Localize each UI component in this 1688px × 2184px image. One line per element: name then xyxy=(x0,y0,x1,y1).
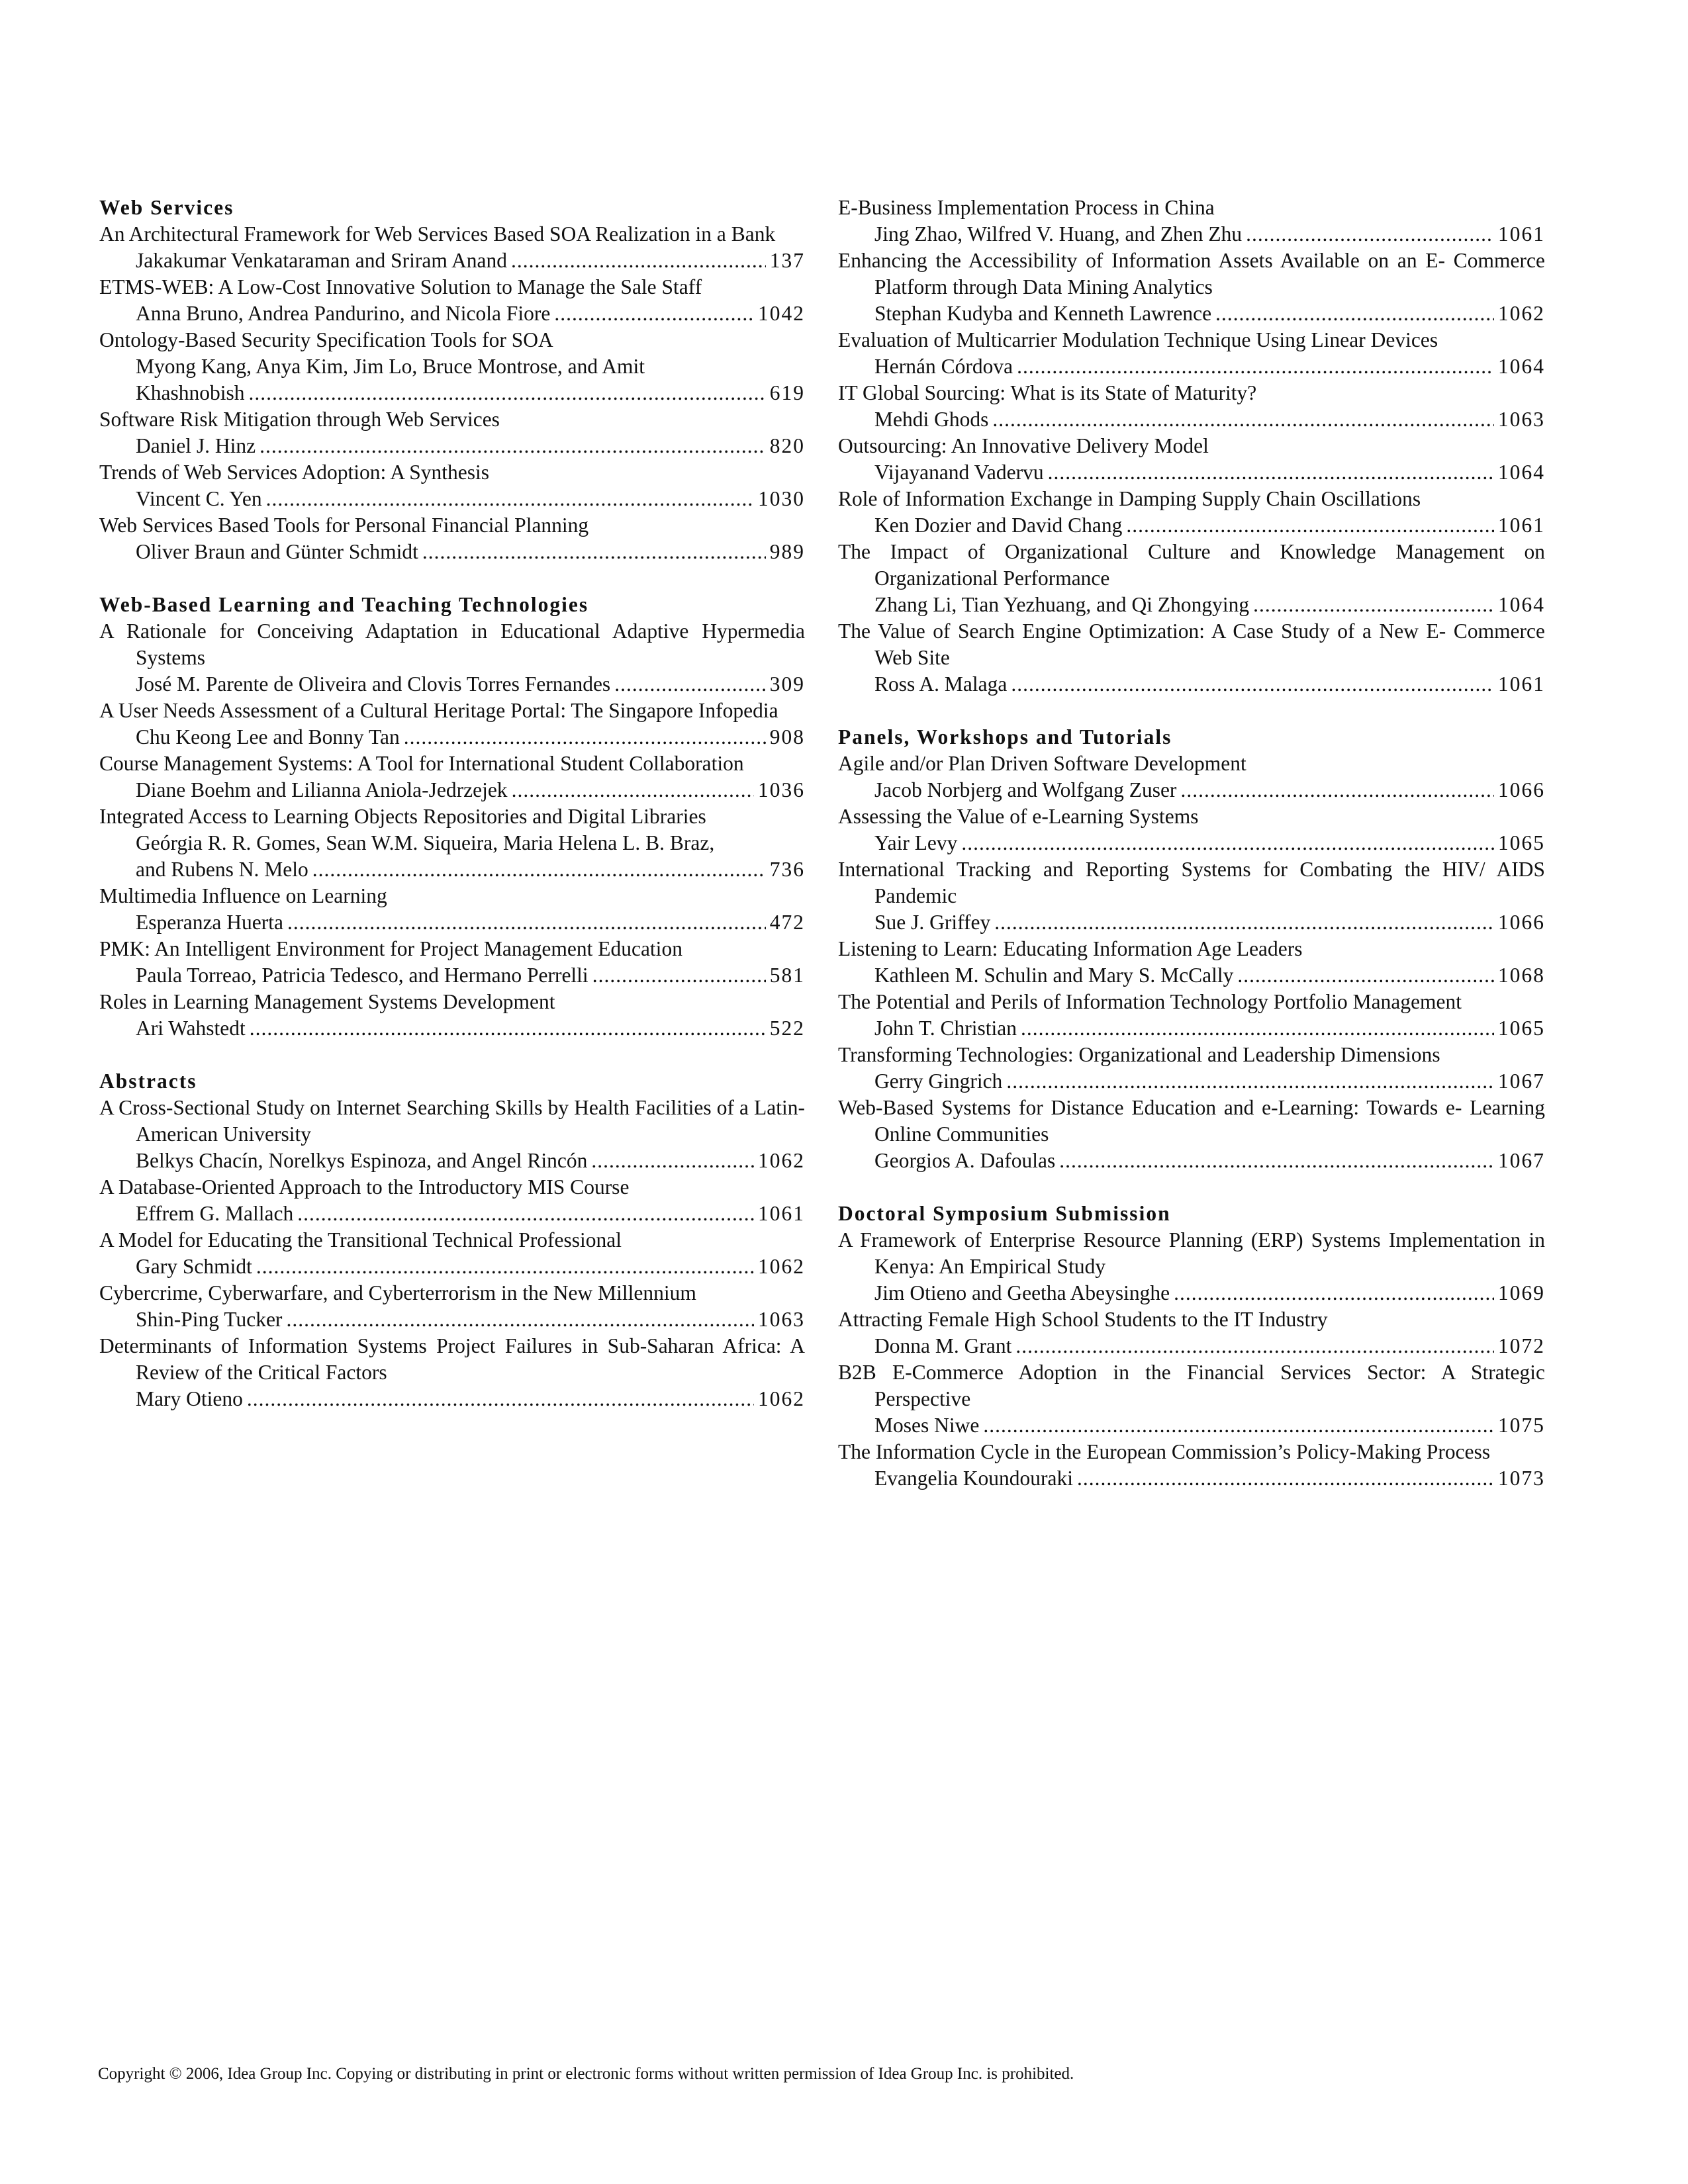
toc-entry xyxy=(99,406,805,459)
entry-title-text: B2B E-Commerce Adoption in the Financial Services Sector: A Strategic xyxy=(838,1361,1545,1384)
entry-author-text: Ross A. Malaga xyxy=(874,672,1008,696)
entry-title-text: Determinants of Information Systems Project Failures in Sub-Saharan xyxy=(99,1334,714,1357)
entry-author-text: Khashnobish xyxy=(136,381,245,404)
entry-authors xyxy=(99,1201,805,1227)
dot-leader xyxy=(1126,512,1494,539)
entry-authors xyxy=(838,909,1545,936)
toc-entry xyxy=(838,618,1545,698)
page-number: 1062 xyxy=(1498,302,1545,325)
entry-title xyxy=(99,1333,805,1386)
page-number: 989 xyxy=(769,540,805,563)
entry-authors xyxy=(838,1465,1545,1492)
page-number: 1075 xyxy=(1498,1414,1545,1437)
entry-author-text: Mary Otieno xyxy=(136,1387,243,1410)
toc-entry xyxy=(838,1042,1545,1095)
section-heading: Web Services xyxy=(99,196,234,219)
toc-entry xyxy=(838,989,1545,1042)
entry-author-text: and Rubens N. Melo xyxy=(136,858,308,881)
entry-author-text: Vincent C. Yen xyxy=(136,487,262,510)
toc-entry xyxy=(838,327,1545,380)
toc-entry xyxy=(99,221,805,274)
page-number: 908 xyxy=(769,725,805,749)
dot-leader xyxy=(983,1412,1494,1439)
entry-author-text: Stephan Kudyba and Kenneth Lawrence xyxy=(874,302,1212,325)
page-number: 1072 xyxy=(1498,1334,1545,1357)
entry-author-text: Hernán Córdova xyxy=(874,355,1013,378)
entry-title-text: ETMS-WEB: A Low-Cost Innovative Solution to Manage the Sale Staff xyxy=(99,275,702,298)
entry-authors xyxy=(838,406,1545,433)
page-number: 1063 xyxy=(758,1308,805,1331)
entry-authors xyxy=(838,1015,1545,1042)
entry-authors xyxy=(99,909,805,936)
entry-title-text: Assessing the Value of e-Learning Systems xyxy=(838,805,1199,828)
page-number: 1063 xyxy=(1498,408,1545,431)
dot-leader xyxy=(1215,300,1494,327)
dot-leader xyxy=(247,1386,754,1412)
toc-entry xyxy=(838,433,1545,486)
entry-title-text: PMK: An Intelligent Environment for Project Management Education xyxy=(99,937,682,960)
page-number: 1067 xyxy=(1498,1149,1545,1172)
entry-author-text: Myong Kang, Anya Kim, Jim Lo, Bruce Montrose, and Amit xyxy=(136,355,645,378)
dot-leader xyxy=(1006,1068,1494,1095)
dot-leader xyxy=(1237,962,1494,989)
entry-title-text: Implementation in Kenya: An Empirical Study xyxy=(874,1228,1546,1278)
dot-leader xyxy=(1077,1465,1494,1492)
entry-title xyxy=(838,1227,1545,1280)
page-number: 1036 xyxy=(758,778,805,801)
entry-title-text: An Architectural Framework for Web Services Based SOA Realization xyxy=(99,222,690,246)
entry-author-text: Kathleen M. Schulin and Mary S. McCally xyxy=(874,964,1234,987)
entry-author-text: Donna M. Grant xyxy=(874,1334,1012,1357)
entry-authors xyxy=(99,486,805,512)
entry-title xyxy=(838,248,1545,300)
entry-title xyxy=(99,274,805,300)
entry-authors xyxy=(99,248,805,274)
entry-authors xyxy=(838,459,1545,486)
toc-entry xyxy=(838,248,1545,327)
entry-title xyxy=(838,803,1545,830)
section-heading: Web-Based Learning and Teaching Technologies xyxy=(99,593,589,616)
entry-author-text: Gerry Gingrich xyxy=(874,1069,1003,1093)
entry-title xyxy=(838,195,1545,221)
dot-leader xyxy=(614,671,766,698)
dot-leader xyxy=(297,1201,754,1227)
entry-title-text: Africa: A Review of the Critical Factors xyxy=(136,1334,805,1384)
right-column xyxy=(838,195,1545,1518)
toc-section xyxy=(99,592,805,1042)
dot-leader xyxy=(994,909,1494,936)
entry-title-text: Listening to Learn: Educating Information Age Leaders xyxy=(838,937,1303,960)
entry-authors xyxy=(838,1280,1545,1306)
entry-title xyxy=(99,512,805,539)
entry-title-text: A User Needs Assessment of a Cultural Heritage Portal: The Singapore xyxy=(99,699,693,722)
entry-title xyxy=(99,936,805,962)
section-heading: Abstracts xyxy=(99,1069,197,1093)
toc-section xyxy=(99,195,805,565)
entry-title-text: Learning Online Communities xyxy=(874,1096,1545,1146)
page-number: 1061 xyxy=(1498,672,1545,696)
page-number: 1062 xyxy=(758,1149,805,1172)
entry-author-text: Zhang Li, Tian Yezhuang, and Qi Zhongying xyxy=(874,593,1250,616)
toc-entry xyxy=(99,1280,805,1333)
toc-section xyxy=(99,1068,805,1412)
toc-entry xyxy=(99,803,805,883)
entry-author-text: Shin-Ping Tucker xyxy=(136,1308,283,1331)
toc-entry xyxy=(99,989,805,1042)
entry-title-text: The Value of Search Engine Optimization: A Case Study of a New E- xyxy=(838,619,1446,643)
entry-title xyxy=(838,539,1545,592)
page-number: 581 xyxy=(769,964,805,987)
page-number: 1061 xyxy=(1498,222,1545,246)
entry-title-text: A Rationale for Conceiving Adaptation in Educational Adaptive xyxy=(99,619,689,643)
entry-title-text: Ontology-Based Security Specification Tools for SOA xyxy=(99,328,553,351)
entry-authors xyxy=(838,592,1545,618)
toc-entry xyxy=(99,936,805,989)
entry-authors xyxy=(99,1306,805,1333)
entry-author-text: Diane Boehm and Lilianna Aniola-Jedrzejek xyxy=(136,778,508,801)
toc-section xyxy=(838,1201,1545,1492)
toc-entry xyxy=(838,1306,1545,1359)
toc-entry xyxy=(99,327,805,406)
page-number: 1066 xyxy=(1498,778,1545,801)
entry-title xyxy=(99,1095,805,1148)
page-number: 1066 xyxy=(1498,911,1545,934)
toc-entry xyxy=(838,539,1545,618)
page-number: 309 xyxy=(769,672,805,696)
entry-title xyxy=(838,1359,1545,1412)
page-number: 1064 xyxy=(1498,461,1545,484)
page-number: 1064 xyxy=(1498,593,1545,616)
entry-title-text: Management xyxy=(1352,990,1462,1013)
page-number: 820 xyxy=(769,434,805,457)
entry-author-text: Sue J. Griffey xyxy=(874,911,991,934)
entry-authors xyxy=(99,777,805,803)
page-number: 1073 xyxy=(1498,1467,1545,1490)
dot-leader xyxy=(512,777,754,803)
entry-author-text: Chu Keong Lee and Bonny Tan xyxy=(136,725,400,749)
entry-author-text: Belkys Chacín, Norelkys Espinoza, and Angel Rincón xyxy=(136,1149,588,1172)
entry-title xyxy=(99,1227,805,1253)
entry-author-text: Ken Dozier and David Chang xyxy=(874,514,1123,537)
toc-entry xyxy=(838,1227,1545,1306)
page-number: 736 xyxy=(769,858,805,881)
entry-title xyxy=(838,486,1545,512)
dot-leader xyxy=(422,539,766,565)
toc-entry xyxy=(99,1174,805,1227)
toc-entry xyxy=(99,883,805,936)
entry-title xyxy=(838,327,1545,353)
toc-entry xyxy=(838,751,1545,803)
page-number: 1061 xyxy=(758,1202,805,1225)
entry-authors xyxy=(838,1148,1545,1174)
dot-leader xyxy=(404,724,766,751)
entry-authors xyxy=(838,1412,1545,1439)
entry-authors xyxy=(99,962,805,989)
section-heading: Panels, Workshops and Tutorials xyxy=(838,725,1172,749)
entry-title xyxy=(99,883,805,909)
entry-authors xyxy=(99,353,805,380)
entry-title xyxy=(838,1095,1545,1148)
entry-authors xyxy=(838,221,1545,248)
dot-leader xyxy=(1180,777,1494,803)
dot-leader xyxy=(1246,221,1494,248)
entry-authors xyxy=(838,512,1545,539)
entry-title-text: Roles in Learning Management Systems Development xyxy=(99,990,555,1013)
entry-authors xyxy=(99,433,805,459)
entry-title xyxy=(99,327,805,353)
entry-title-text: Infopedia xyxy=(698,699,778,722)
entry-title-text: Enhancing the Accessibility of Information Assets Available on an E- xyxy=(838,249,1446,272)
entry-title xyxy=(838,1306,1545,1333)
entry-author-text: Paula Torreao, Patricia Tedesco, and Hermano Perrelli xyxy=(136,964,588,987)
entry-title-text: Course Management Systems: A Tool for International Student xyxy=(99,752,624,775)
entry-title-text: Agile and/or Plan Driven Software Development xyxy=(838,752,1246,775)
page-number: 1065 xyxy=(1498,831,1545,854)
toc-entry xyxy=(838,856,1545,936)
entry-author-text: Esperanza Huerta xyxy=(136,911,283,934)
entry-title-text: Perspective xyxy=(874,1387,971,1410)
entry-title xyxy=(99,459,805,486)
dot-leader xyxy=(1059,1148,1494,1174)
entry-title-text: The Potential and Perils of Information Technology Portfolio xyxy=(838,990,1348,1013)
toc-entry xyxy=(99,1095,805,1174)
toc-entry xyxy=(99,618,805,698)
entry-title-text: The Information Cycle in the European Commission’s Policy-Making xyxy=(838,1440,1421,1463)
entry-title xyxy=(838,936,1545,962)
entry-author-text: Mehdi Ghods xyxy=(874,408,989,431)
entry-title xyxy=(838,618,1545,671)
entry-author-text: Jing Zhao, Wilfred V. Huang, and Zhen Zhu xyxy=(874,222,1243,246)
entry-authors xyxy=(838,830,1545,856)
entry-title-text: A Database-Oriented Approach to the Introductory MIS Course xyxy=(99,1175,630,1199)
page-number: 1030 xyxy=(758,487,805,510)
entry-title-text: A Model for Educating the Transitional Technical Professional xyxy=(99,1228,622,1251)
page-number: 1067 xyxy=(1498,1069,1545,1093)
entry-title-text: Role of Information Exchange in Damping Supply Chain Oscillations xyxy=(838,487,1421,510)
entry-author-text: Gary Schmidt xyxy=(136,1255,252,1278)
entry-title-text: Multimedia Influence on Learning xyxy=(99,884,387,907)
dot-leader xyxy=(250,1015,766,1042)
entry-title-text: Software Risk Mitigation through Web Services xyxy=(99,408,500,431)
toc-entry xyxy=(838,1359,1545,1439)
copyright-footer: Copyright © 2006, Idea Group Inc. Copying or distributing in print or electronic forms without written permission of Idea Group Inc. is prohibited. xyxy=(98,2065,1074,2083)
entry-title xyxy=(99,1280,805,1306)
page-number: 1062 xyxy=(758,1255,805,1278)
page-number: 1062 xyxy=(758,1387,805,1410)
toc-section xyxy=(838,195,1545,698)
page-number: 522 xyxy=(769,1017,805,1040)
entry-title-text: Commerce Platform through Data Mining Analytics xyxy=(874,249,1545,298)
entry-title-text: Evaluation of Multicarrier Modulation Technique Using Linear Devices xyxy=(838,328,1438,351)
entry-title xyxy=(838,380,1545,406)
entry-authors xyxy=(99,724,805,751)
entry-authors xyxy=(838,962,1545,989)
entry-authors xyxy=(99,856,805,883)
entry-title-text: Collaboration xyxy=(629,752,744,775)
entry-title-text: The Impact of Organizational Culture and Knowledge Management on xyxy=(838,540,1545,563)
entry-author-text: Jakakumar Venkataraman and Sriram Anand xyxy=(136,249,507,272)
toc-entry xyxy=(99,751,805,803)
dot-leader xyxy=(287,909,766,936)
page-number: 619 xyxy=(769,381,805,404)
entry-title xyxy=(838,989,1545,1015)
toc-entry xyxy=(838,803,1545,856)
entry-title-text: Web-Based Systems for Distance Education and e-Learning: Towards e- xyxy=(838,1096,1462,1119)
entry-title-text: Integrated Access to Learning Objects Repositories and Digital Libraries xyxy=(99,805,706,828)
entry-author-text: Jim Otieno and Geetha Abeysinghe xyxy=(874,1281,1170,1304)
dot-leader xyxy=(1253,592,1494,618)
entry-authors xyxy=(99,830,805,856)
entry-authors xyxy=(838,353,1545,380)
dot-leader xyxy=(961,830,1494,856)
entry-title xyxy=(99,618,805,671)
entry-author-text: Effrem G. Mallach xyxy=(136,1202,294,1225)
toc-entry xyxy=(99,698,805,751)
entry-authors xyxy=(99,671,805,698)
page-number: 472 xyxy=(769,911,805,934)
dot-leader xyxy=(1021,1015,1494,1042)
toc-entry xyxy=(99,459,805,512)
toc-section xyxy=(838,724,1545,1174)
entry-title xyxy=(99,698,805,724)
left-column xyxy=(99,195,805,1439)
entry-title xyxy=(838,856,1545,909)
entry-title-text: Web Services Based Tools for Personal Financial Planning xyxy=(99,514,589,537)
section-heading: Doctoral Symposium Submission xyxy=(838,1202,1171,1225)
dot-leader xyxy=(1015,1333,1494,1359)
entry-authors xyxy=(99,380,805,406)
dot-leader xyxy=(1174,1280,1494,1306)
entry-author-text: Evangelia Koundouraki xyxy=(874,1467,1074,1490)
entry-title xyxy=(838,1042,1545,1068)
entry-authors xyxy=(99,1386,805,1412)
entry-author-text: Vijayanand Vadervu xyxy=(874,461,1044,484)
page-number: 1065 xyxy=(1498,1017,1545,1040)
toc-entry xyxy=(99,274,805,327)
dot-leader xyxy=(992,406,1494,433)
entry-title-text: A Cross-Sectional Study on Internet Searching Skills by Health Facilities xyxy=(99,1096,712,1119)
entry-title-text: A Framework of Enterprise Resource Planning (ERP) Systems xyxy=(838,1228,1381,1251)
entry-authors xyxy=(838,300,1545,327)
entry-title-text: Transforming Technologies: Organizational and Leadership Dimensions xyxy=(838,1043,1440,1066)
entry-title-text: Attracting Female High School Students to the IT Industry xyxy=(838,1308,1328,1331)
dot-leader xyxy=(1017,353,1494,380)
dot-leader xyxy=(249,380,766,406)
toc-entry xyxy=(838,936,1545,989)
dot-leader xyxy=(256,1253,754,1280)
entry-title xyxy=(99,751,805,777)
entry-authors xyxy=(99,539,805,565)
dot-leader xyxy=(1011,671,1494,698)
dot-leader xyxy=(511,248,766,274)
entry-title xyxy=(99,406,805,433)
entry-title-text: E-Business Implementation Process in China xyxy=(838,196,1215,219)
entry-authors xyxy=(99,1148,805,1174)
entry-title xyxy=(99,989,805,1015)
entry-title-text: Organizational Performance xyxy=(874,567,1110,590)
dot-leader xyxy=(554,300,754,327)
toc-entry xyxy=(838,380,1545,433)
page-number: 1068 xyxy=(1498,964,1545,987)
dot-leader xyxy=(312,856,766,883)
entry-authors xyxy=(838,777,1545,803)
entry-authors xyxy=(99,300,805,327)
toc-entry xyxy=(838,1095,1545,1174)
entry-authors xyxy=(838,671,1545,698)
entry-title-text: Commerce Web Site xyxy=(874,619,1546,669)
entry-title xyxy=(838,1439,1545,1465)
entry-title-text: in a Bank xyxy=(695,222,776,246)
entry-author-text: José M. Parente de Oliveira and Clovis Torres Fernandes xyxy=(136,672,611,696)
entry-title-text: Trends of Web Services Adoption: A Synthesis xyxy=(99,461,489,484)
toc-entry xyxy=(99,1227,805,1280)
dot-leader xyxy=(591,1148,754,1174)
entry-author-text: Oliver Braun and Günter Schmidt xyxy=(136,540,418,563)
entry-title-text: Process xyxy=(1426,1440,1491,1463)
entry-authors xyxy=(838,1333,1545,1359)
entry-title-text: IT Global Sourcing: What is its State of Maturity? xyxy=(838,381,1257,404)
entry-authors xyxy=(99,1253,805,1280)
entry-title-text: AIDS Pandemic xyxy=(874,858,1546,907)
dot-leader xyxy=(286,1306,754,1333)
toc-entry xyxy=(838,195,1545,248)
entry-title xyxy=(838,433,1545,459)
page-number: 137 xyxy=(769,249,805,272)
page-number: 1061 xyxy=(1498,514,1545,537)
entry-author-text: Ari Wahstedt xyxy=(136,1017,246,1040)
entry-authors xyxy=(99,1015,805,1042)
entry-title xyxy=(838,751,1545,777)
entry-title-text: International Tracking and Reporting Systems for Combating the HIV/ xyxy=(838,858,1485,881)
entry-author-text: Georgios A. Dafoulas xyxy=(874,1149,1056,1172)
entry-title xyxy=(99,803,805,830)
page-number: 1069 xyxy=(1498,1281,1545,1304)
dot-leader xyxy=(592,962,766,989)
dot-leader xyxy=(266,486,754,512)
toc-entry xyxy=(838,1439,1545,1492)
toc-entry xyxy=(838,486,1545,539)
entry-author-text: Daniel J. Hinz xyxy=(136,434,256,457)
entry-author-text: Moses Niwe xyxy=(874,1414,980,1437)
entry-title-text: Hypermedia Systems xyxy=(136,619,805,669)
entry-title xyxy=(99,1174,805,1201)
entry-title-text: Cybercrime, Cyberwarfare, and Cyberterrorism in the New Millennium xyxy=(99,1281,696,1304)
entry-author-text: Jacob Norbjerg and Wolfgang Zuser xyxy=(874,778,1177,801)
entry-author-text: Geórgia R. R. Gomes, Sean W.M. Siqueira, Maria Helena L. B. Braz, xyxy=(136,831,715,854)
dot-leader xyxy=(259,433,766,459)
entry-title xyxy=(99,221,805,248)
entry-author-text: Yair Levy xyxy=(874,831,958,854)
entry-author-text: John T. Christian xyxy=(874,1017,1017,1040)
entry-authors xyxy=(838,1068,1545,1095)
page-number: 1042 xyxy=(758,302,805,325)
entry-author-text: Anna Bruno, Andrea Pandurino, and Nicola Fiore xyxy=(136,302,551,325)
toc-entry xyxy=(99,1333,805,1412)
page-number: 1064 xyxy=(1498,355,1545,378)
toc-entry xyxy=(99,512,805,565)
entry-title-text: of a Latin-American University xyxy=(136,1096,806,1146)
dot-leader xyxy=(1048,459,1494,486)
entry-title-text: Outsourcing: An Innovative Delivery Model xyxy=(838,434,1209,457)
